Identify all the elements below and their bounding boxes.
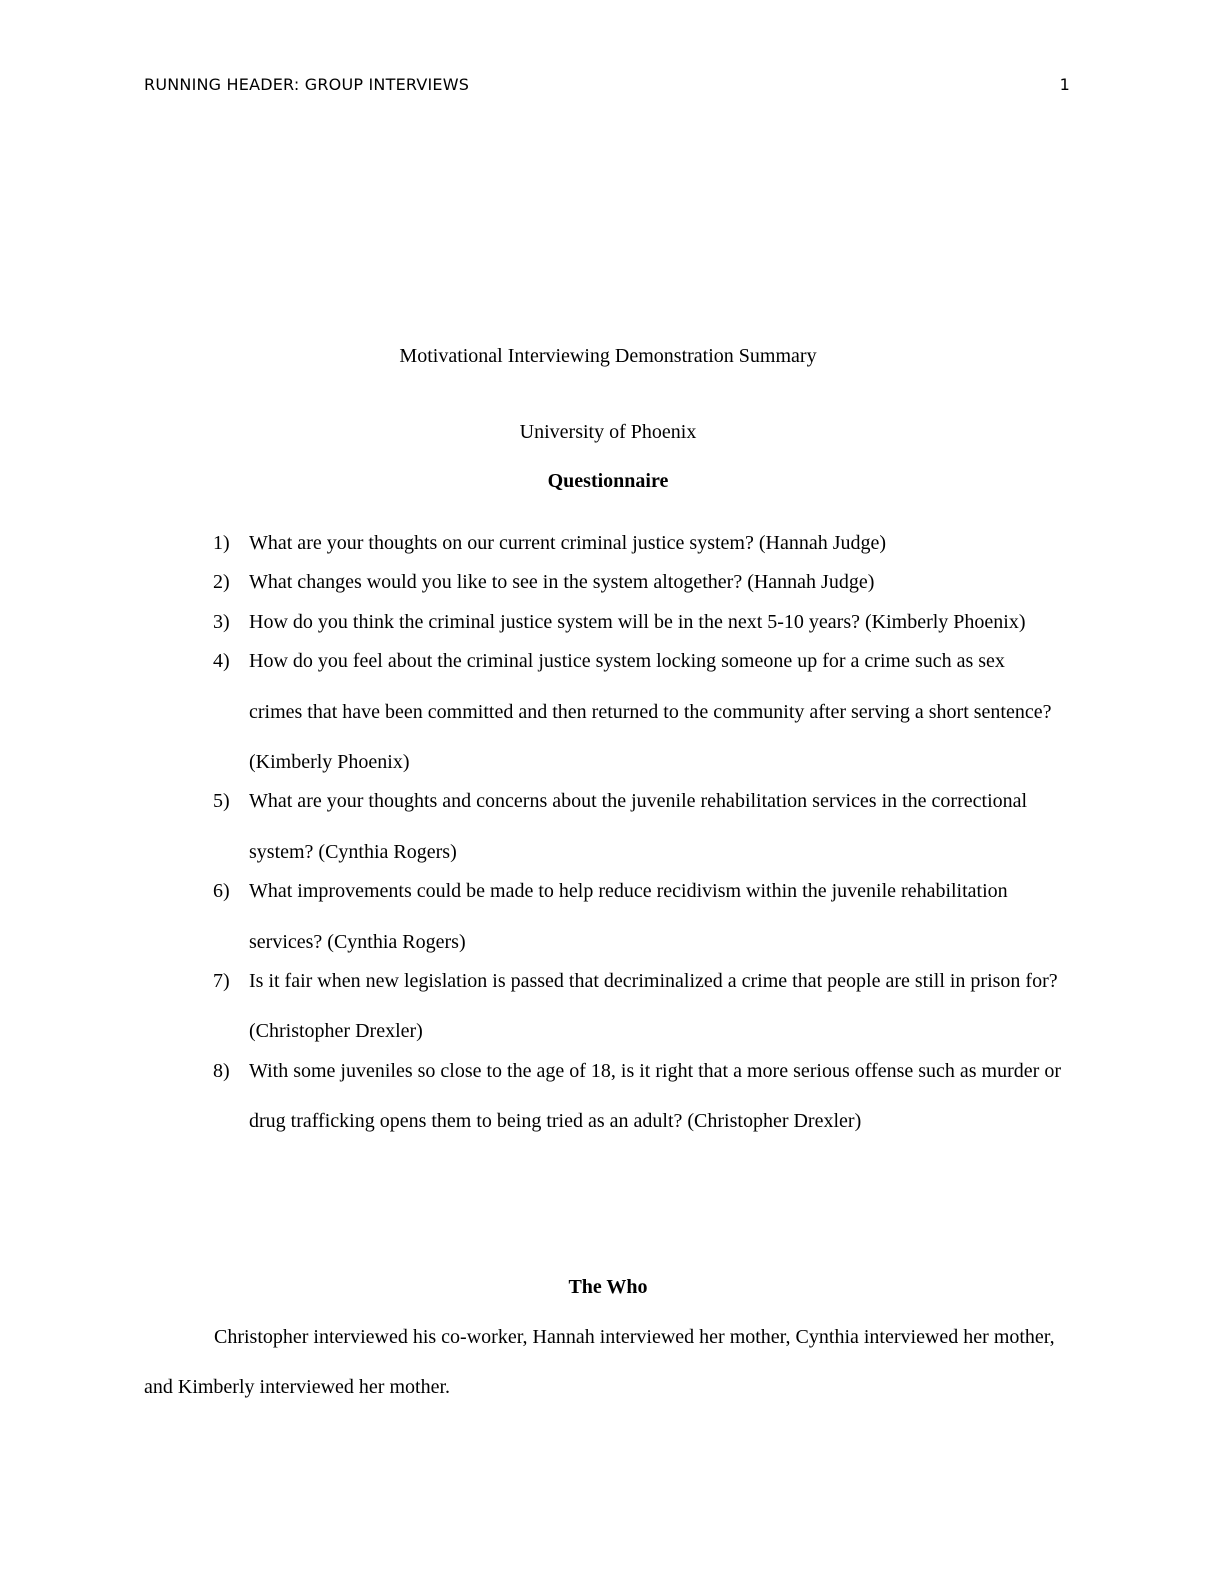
page-number: 1 xyxy=(1059,75,1070,94)
question-text: How do you feel about the criminal justice system locking someone up for a crime such as sex crimes that have been committed and then returned to the community after serving a short sentence? (Kimberly Phoenix) xyxy=(249,650,1052,774)
question-number: 4) xyxy=(213,650,230,673)
question-number: 1) xyxy=(213,532,230,554)
the-who-paragraph: Christopher interviewed his co-worker, Hannah interviewed her mother, Cynthia interviewed her mother, and Kimberly interviewed her mother. xyxy=(144,1326,1055,1399)
question-number: 6) xyxy=(213,880,230,903)
institution-name: University of Phoenix xyxy=(519,421,697,443)
the-who-heading: The Who xyxy=(568,1276,648,1298)
question-number: 2) xyxy=(213,571,230,594)
question-text: What are your thoughts on our current criminal justice system? (Hannah Judge) xyxy=(249,532,887,554)
question-number: 7) xyxy=(213,970,230,993)
questionnaire-heading: Questionnaire xyxy=(547,470,669,492)
question-text: What improvements could be made to help reduce recidivism within the juvenile rehabilitation services? (Cynthia Rogers) xyxy=(249,880,1008,953)
question-text: What changes would you like to see in the system altogether? (Hannah Judge) xyxy=(249,571,875,594)
running-header-text: RUNNING HEADER: GROUP INTERVIEWS xyxy=(144,75,470,94)
question-text: What are your thoughts and concerns about the juvenile rehabilitation services in the correctional system? (Cynthia Rogers) xyxy=(249,790,1028,863)
question-item xyxy=(144,866,1072,967)
question-number: 8) xyxy=(213,1059,230,1082)
document-title: Motivational Interviewing Demonstration Summary xyxy=(399,345,817,367)
question-text: Is it fair when new legislation is passed that decriminalized a crime that people are still in prison for? (Christopher Drexler) xyxy=(249,970,1058,1043)
question-text: With some juveniles so close to the age of 18, is it right that a more serious offense such as murder or drug trafficking opens them to being tried as an adult? (Christopher Drexler) xyxy=(249,1059,1061,1133)
question-number: 5) xyxy=(213,790,230,813)
question-list xyxy=(144,518,1072,1147)
question-text: How do you think the criminal justice system will be in the next 5-10 years? (Kimberly Phoenix) xyxy=(249,610,1026,633)
question-item xyxy=(144,956,1072,1057)
running-header xyxy=(144,74,1072,96)
question-item xyxy=(144,1046,1072,1147)
question-item xyxy=(144,636,1072,787)
question-item xyxy=(144,776,1072,877)
question-number: 3) xyxy=(213,610,230,633)
